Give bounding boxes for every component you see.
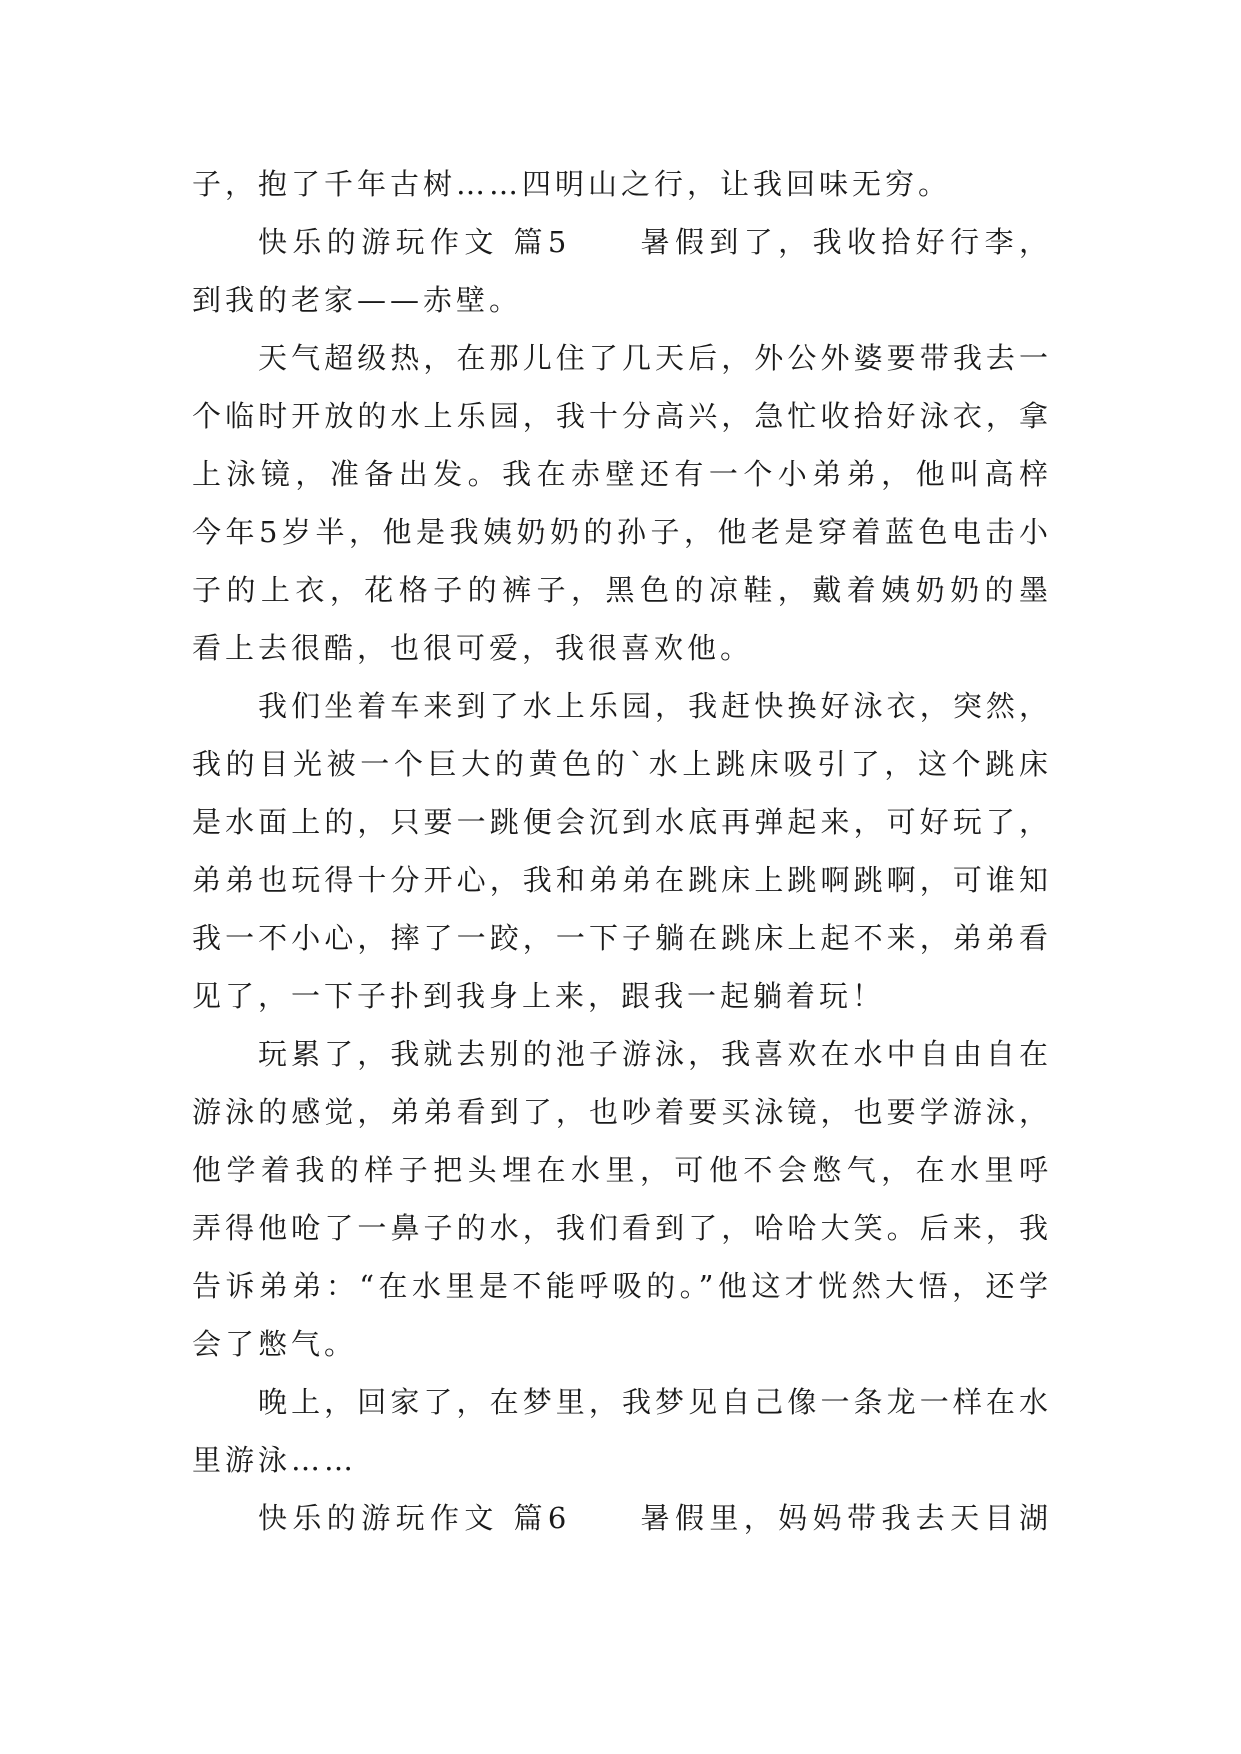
text-line: 告诉弟弟：“在水里是不能呼吸的。”他这才恍然大悟，还学 — [192, 1269, 1052, 1303]
text-line: 玩累了，我就去别的池子游泳，我喜欢在水中自由自在 — [258, 1037, 1052, 1071]
text-line: 游泳的感觉，弟弟看到了，也吵着要买泳镜，也要学游泳， — [192, 1095, 1052, 1129]
text-line: 个临时开放的水上乐园，我十分高兴，急忙收拾好泳衣，拿 — [192, 399, 1052, 433]
text-line: 快乐的游玩作文 篇5 暑假到了，我收拾好行李， — [258, 225, 1052, 259]
text-line: 弄得他呛了一鼻子的水，我们看到了，哈哈大笑。后来，我 — [192, 1211, 1052, 1245]
text-line: 我一不小心，摔了一跤，一下子躺在跳床上起不来，弟弟看 — [192, 921, 1052, 955]
text-line: 见了，一下子扑到我身上来，跟我一起躺着玩！ — [192, 979, 886, 1013]
text-line: 晚上，回家了，在梦里，我梦见自己像一条龙一样在水 — [258, 1385, 1052, 1419]
text-line: 我们坐着车来到了水上乐园，我赶快换好泳衣，突然， — [258, 689, 1052, 723]
text-line: 今年5岁半，他是我姨奶奶的孙子，他老是穿着蓝色电击小 — [192, 515, 1052, 549]
text-line: 到我的老家——赤壁。 — [192, 283, 523, 317]
text-line: 天气超级热，在那儿住了几天后，外公外婆要带我去一 — [258, 341, 1052, 375]
text-line: 子的上衣，花格子的裤子，黑色的凉鞋，戴着姨奶奶的墨 — [192, 573, 1052, 607]
text-line: 他学着我的样子把头埋在水里，可他不会憋气，在水里呼 — [192, 1153, 1052, 1187]
text-line: 我的目光被一个巨大的黄色的`水上跳床吸引了，这个跳床 — [192, 747, 1052, 781]
text-line: 上泳镜，准备出发。我在赤壁还有一个小弟弟，他叫高梓 — [192, 457, 1052, 491]
text-line: 弟弟也玩得十分开心，我和弟弟在跳床上跳啊跳啊，可谁知 — [192, 863, 1052, 897]
text-line: 是水面上的，只要一跳便会沉到水底再弹起来，可好玩了， — [192, 805, 1052, 839]
essay-body — [192, 155, 1052, 1547]
text-line: 会了憋气。 — [192, 1327, 358, 1361]
text-line: 子，抱了千年古树……四明山之行，让我回味无穷。 — [192, 167, 952, 201]
text-line: 看上去很酷，也很可爱，我很喜欢他。 — [192, 631, 754, 665]
text-line: 里游泳…… — [192, 1443, 358, 1477]
text-line: 快乐的游玩作文 篇6 暑假里，妈妈带我去天目湖 — [258, 1501, 1052, 1535]
